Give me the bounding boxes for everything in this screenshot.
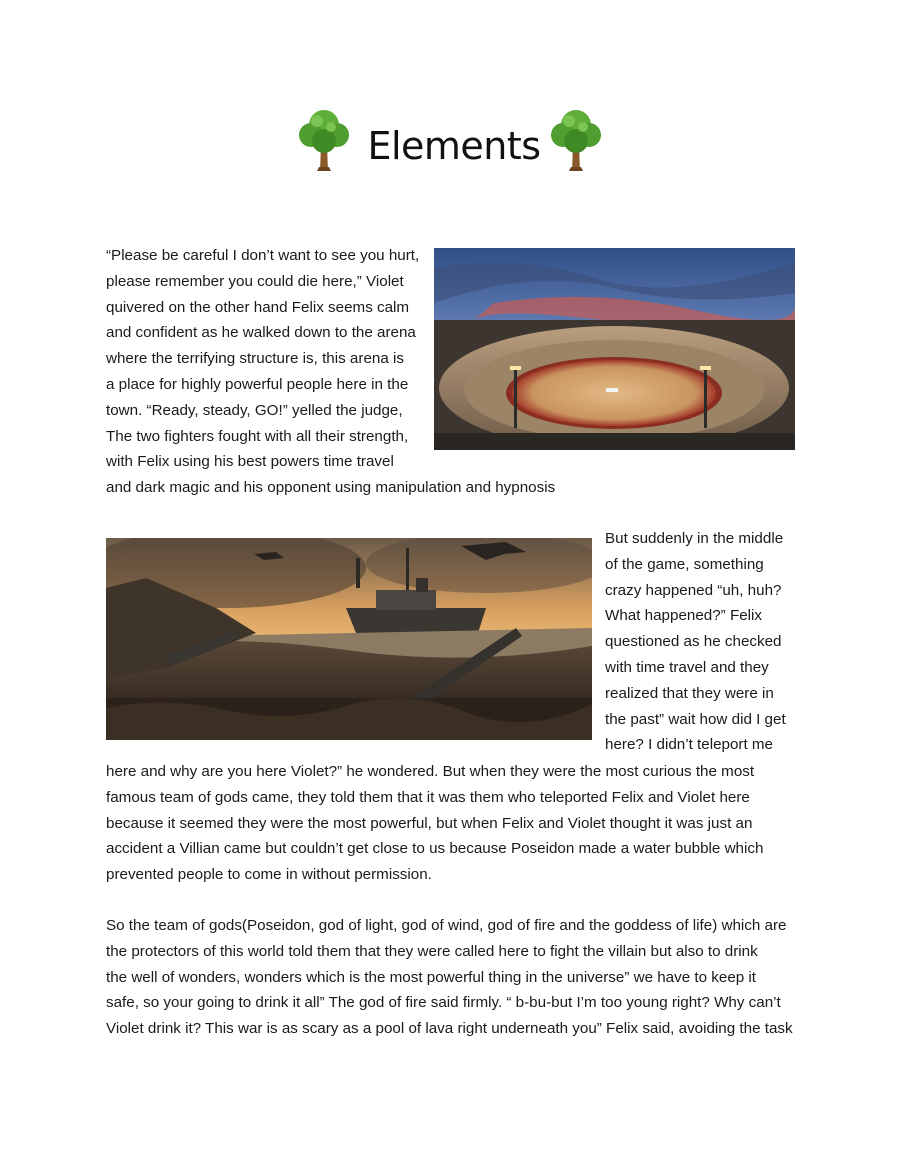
- text-line: the protectors of this world told them that they were called here to fight the villain but also to drink: [106, 942, 758, 960]
- text-line: quivered on the other hand Felix seems calm: [106, 298, 410, 316]
- text-line: Violet drink it? This war is as scary as a pool of lava right underneath you” Felix said, avoiding the task: [106, 1020, 793, 1038]
- text-line: questioned as he checked: [605, 633, 782, 651]
- text-line: So the team of gods(Poseidon, god of light, god of wind, god of fire and the goddess of life) which are: [106, 917, 787, 934]
- text-line: the well of wonders, wonders which is the most powerful thing in the universe” we have to keep it: [106, 968, 757, 986]
- text-line: with Felix using his best powers time travel: [106, 453, 394, 471]
- paragraph-3: [106, 913, 806, 1042]
- text-line: famous team of gods came, they told them that it was them who teleported Felix and Violet here: [106, 788, 750, 806]
- text-line: town. “Ready, steady, GO!” yelled the judge,: [106, 401, 403, 419]
- tree-icon: [293, 105, 355, 175]
- text-line: “Please be careful I don’t want to see you hurt,: [106, 247, 420, 264]
- text-line: What happened?” Felix: [605, 607, 763, 625]
- text-line: crazy happened “uh, huh?: [605, 581, 782, 599]
- text-line: safe, so your going to drink it all” The god of fire said firmly. “ b-bu-but I’m too young right? Why can’t: [106, 994, 781, 1012]
- text-line: with time travel and they: [605, 658, 769, 676]
- text-line: prevented people to come in without permission.: [106, 866, 432, 884]
- text-line: where the terrifying structure is, this arena is: [106, 350, 404, 368]
- text-line: of the game, something: [605, 555, 764, 573]
- text-line: here? I didn’t teleport me: [605, 736, 774, 754]
- text-line: The two fighters fought with all their strength,: [106, 427, 409, 445]
- battlefield-image: [106, 538, 592, 740]
- page-title: Elements: [367, 124, 541, 168]
- text-line: accident a Villian came but couldn’t get close to us because Poseidon made a water bubble which: [106, 840, 764, 858]
- arena-image: [434, 248, 795, 450]
- tree-icon: [545, 105, 607, 175]
- text-line: please remember you could die here,” Violet: [106, 272, 404, 290]
- text-line: and dark magic and his opponent using manipulation and hypnosis: [106, 479, 556, 497]
- text-line: a place for highly powerful people here in the: [106, 375, 409, 393]
- text-line: But suddenly in the middle: [605, 530, 784, 547]
- paragraph-2: [106, 759, 806, 888]
- title-row: [0, 100, 900, 180]
- text-line: here and why are you here Violet?” he wondered. But when they were the most curious the most: [106, 763, 755, 780]
- text-line: because it seemed they were the most powerful, but when Felix and Violet thought it was just an: [106, 814, 753, 832]
- text-line: the past” wait how did I get: [605, 710, 786, 728]
- paragraph-2-side: [605, 526, 805, 758]
- text-line: and confident as he walked down to the arena: [106, 324, 416, 342]
- text-line: realized that they were in: [605, 684, 774, 702]
